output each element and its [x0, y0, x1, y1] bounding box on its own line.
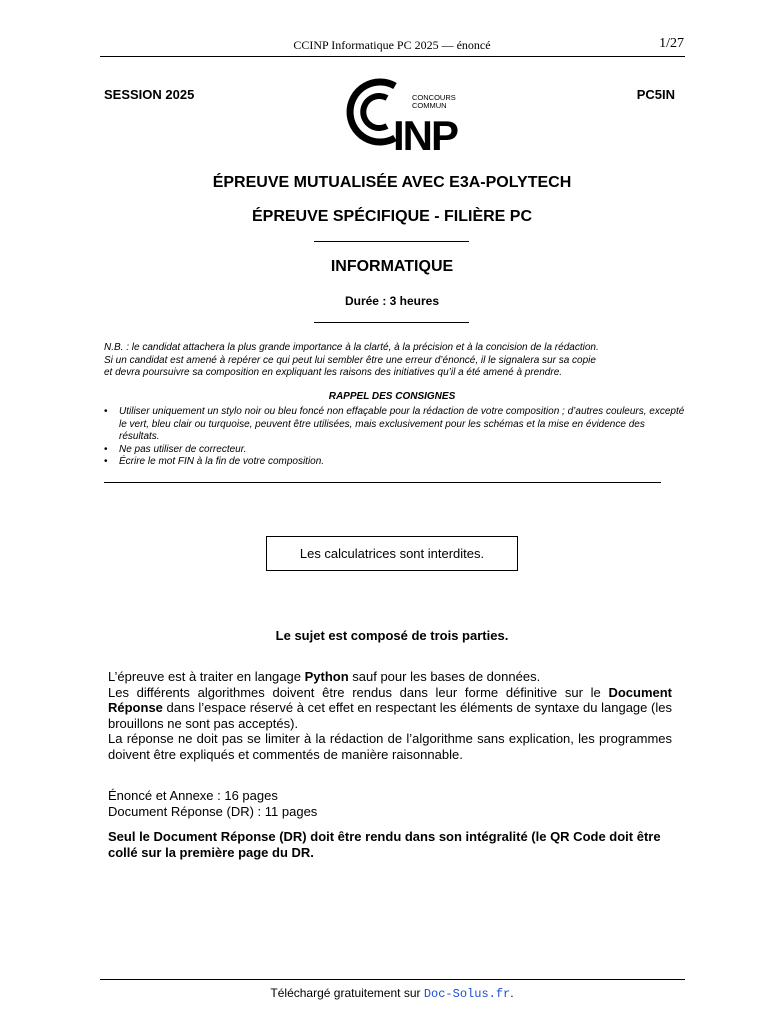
- footer-rule: [100, 979, 685, 980]
- bullet-icon: •: [104, 406, 108, 417]
- running-header: [100, 36, 684, 54]
- paragraph: Les différents algorithmes doivent être rendus dans leur forme définitive sur le Document Réponse dans l’espace réservé à cet effet en respectant les éléments de syntaxe du langage (les brouillons ne sont pas acceptés).: [108, 684, 672, 731]
- final-note: Seul le Document Réponse (DR) doit être rendu dans son intégralité (le QR Code doit être collé sur la première page du DR.: [108, 829, 661, 860]
- logo-text-inp: INP: [393, 112, 458, 154]
- doc-solus-link[interactable]: Doc-Solus.fr: [423, 987, 511, 1001]
- running-title: CCINP Informatique PC 2025 — énoncé: [293, 38, 491, 52]
- footer: [0, 986, 768, 1001]
- logo-text-commun: COMMUN: [412, 101, 447, 110]
- calculators-notice: Les calculatrices sont interdites.: [266, 536, 518, 571]
- consignes-list: [104, 406, 688, 469]
- nb-line: N.B. : le candidat attachera la plus grande importance à la clarté, à la précision et à la concision de la rédaction.: [104, 342, 599, 353]
- nb-paragraph: [104, 342, 684, 380]
- list-item: • Ne pas utiliser de correcteur.: [104, 443, 247, 455]
- consignes-rule: [104, 482, 661, 483]
- session-label: SESSION 2025: [104, 87, 195, 102]
- title-rule-1: [314, 241, 469, 242]
- instructions-text: [108, 669, 672, 763]
- page-number: 1/27: [659, 36, 684, 51]
- title-mutualisee: ÉPREUVE MUTUALISÉE AVEC E3A-POLYTECH: [212, 174, 572, 191]
- page-counts: [108, 788, 317, 819]
- nb-line: Si un candidat est amené à repérer ce qui peut lui sembler être une erreur d’énoncé, il le signalera sur sa copie: [104, 354, 596, 366]
- header-rule: [100, 56, 685, 57]
- bullet-icon: •: [104, 443, 108, 455]
- page-count-enonce: Énoncé et Annexe : 16 pages: [108, 788, 278, 803]
- consignes-title: RAPPEL DES CONSIGNES: [328, 391, 456, 402]
- list-item: • Utiliser uniquement un stylo noir ou bleu foncé non effaçable pour la rédaction de votre composition ; d’autres couleurs, excepté le vert, bleu clair ou turquoise, peuvent être utilisées, mais exclusivement pour les schémas et la mise en évidence des résultats.: [104, 406, 685, 442]
- list-item: • Écrire le mot FIN à la fin de votre composition.: [104, 456, 325, 467]
- title-specifique: ÉPREUVE SPÉCIFIQUE - FILIÈRE PC: [251, 208, 533, 225]
- title-rule-2: [314, 322, 469, 323]
- page-count-dr: Document Réponse (DR) : 11 pages: [108, 803, 318, 819]
- bullet-icon: •: [104, 456, 108, 467]
- logo-text-concours: CONCOURS: [412, 93, 456, 102]
- footer-prefix: Téléchargé gratuitement sur: [270, 986, 424, 1000]
- parts-notice: Le sujet est composé de trois parties.: [275, 628, 509, 643]
- subject-title: INFORMATIQUE: [330, 258, 454, 275]
- paragraph: L’épreuve est à traiter en langage Python sauf pour les bases de données.: [108, 669, 541, 684]
- footer-suffix: .: [510, 986, 514, 1000]
- duration: Durée : 3 heures: [344, 294, 440, 308]
- paragraph: La réponse ne doit pas se limiter à la rédaction de l’algorithme sans explication, les programmes doivent être expliqués et commentés de manière raisonnable.: [108, 731, 672, 762]
- exam-code: PC5IN: [636, 87, 675, 102]
- ccinp-logo: [337, 78, 469, 154]
- nb-line: et devra poursuivre sa composition en expliquant les raisons des initiatives qu’il a été amené à prendre.: [104, 367, 563, 378]
